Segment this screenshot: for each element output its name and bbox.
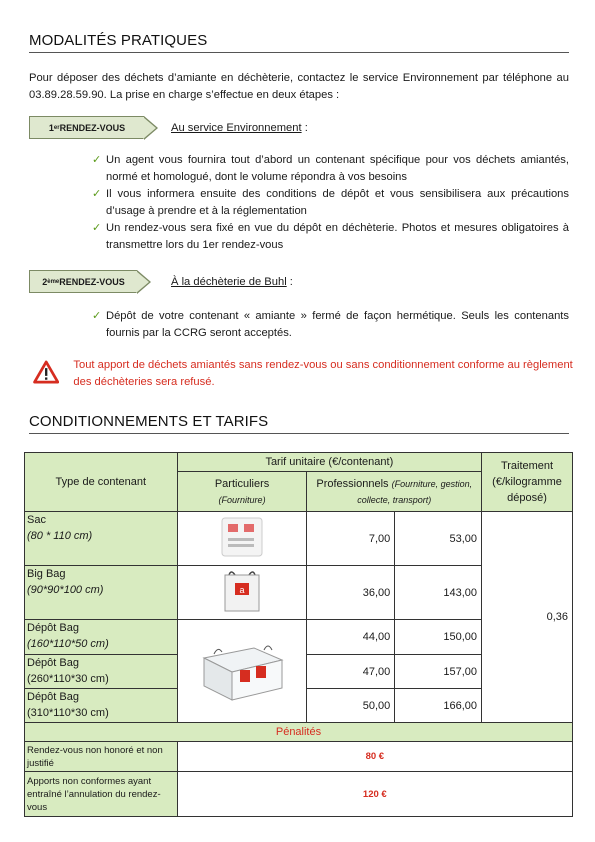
- warning-text: Tout apport de déchets amiantés sans rendez-vous ou sans conditionnement conforme au règlement des déchèteries sera refusé.: [73, 359, 573, 388]
- step2-list: [92, 308, 569, 342]
- step2-tag-label: 2 ème RENDEZ-VOUS: [29, 270, 137, 293]
- price-particulier: 50,00: [307, 689, 395, 723]
- header-professionnels: Professionnels (Fourniture, gestion, collecte, transport): [307, 472, 482, 512]
- checkmark-icon: ✓: [92, 188, 102, 200]
- big-bag-icon: [217, 567, 267, 615]
- row-label: Dépôt Bag (260*110*30 cm): [25, 655, 178, 689]
- traitement-value: 0,36: [482, 512, 573, 723]
- penalties-title: Pénalités: [25, 723, 573, 742]
- bigbag-image: [177, 566, 307, 620]
- penalty-label: Rendez-vous non honoré et non justifié: [25, 742, 178, 772]
- row-label: Dépôt Bag (160*110*50 cm): [25, 620, 178, 655]
- step1-list: [92, 152, 569, 254]
- header-particuliers: Particuliers (Fourniture): [177, 472, 307, 512]
- depotbag-image: [177, 620, 307, 723]
- section-title-tarifs: CONDITIONNEMENTS ET TARIFS: [29, 413, 569, 434]
- list-item: ✓ Un agent vous fournira tout d’abord un contenant spécifique pour vos déchets amiantés, normé et homologué, dont le volume répondra à vos besoins: [92, 154, 569, 183]
- header-traitement: Traitement (€/kilogramme déposé): [482, 453, 573, 512]
- step2-tag: [29, 270, 151, 293]
- penalty-value: 80 €: [177, 742, 572, 772]
- price-pro: 166,00: [395, 689, 482, 723]
- row-label: Sac (80 * 110 cm): [25, 512, 178, 566]
- penalties-header-row: [25, 723, 573, 742]
- bag-icon: [214, 514, 270, 560]
- list-item: ✓ Un rendez-vous sera fixé en vue du dépôt en déchèterie. Photos et mesures obligatoires à transmettre lors du 1er rendez-vous: [92, 222, 569, 251]
- checkmark-icon: ✓: [92, 310, 102, 322]
- penalty-value: 120 €: [177, 772, 572, 817]
- price-pro: 150,00: [395, 620, 482, 655]
- price-pro: 53,00: [395, 512, 482, 566]
- arrow-right-icon: [144, 116, 158, 140]
- warning-box: [33, 357, 573, 391]
- price-particulier: 36,00: [307, 566, 395, 620]
- section-title-modalites: MODALITÉS PRATIQUES: [29, 32, 569, 53]
- table-row: [25, 772, 573, 817]
- checkmark-icon: ✓: [92, 222, 102, 234]
- sac-image: [177, 512, 307, 566]
- price-pro: 157,00: [395, 655, 482, 689]
- row-label: Dépôt Bag (310*110*30 cm): [25, 689, 178, 723]
- step2-heading: À la déchèterie de Buhl :: [171, 276, 293, 288]
- step1-tag-label: 1 er RENDEZ-VOUS: [29, 116, 144, 139]
- price-particulier: 7,00: [307, 512, 395, 566]
- arrow-right-icon: [137, 270, 151, 294]
- depot-bag-icon: [194, 630, 290, 710]
- row-label: Big Bag (90*90*100 cm): [25, 566, 178, 620]
- warning-icon: [33, 357, 59, 387]
- table-row: [25, 512, 573, 566]
- list-item: ✓ Il vous informera ensuite des conditions de dépôt et vous sensibilisera aux précautions d’usage à prendre et à la réglementation: [92, 188, 569, 217]
- table-row: [25, 742, 573, 772]
- svg-text:a: a: [239, 585, 245, 595]
- list-item: ✓ Dépôt de votre contenant « amiante » fermé de façon hermétique. Seuls les contenants fournis par la CCRG seront acceptés.: [92, 310, 569, 339]
- tarif-table: [24, 452, 573, 817]
- header-tarif: Tarif unitaire (€/contenant): [177, 453, 481, 472]
- step1-tag: [29, 116, 158, 139]
- price-pro: 143,00: [395, 566, 482, 620]
- checkmark-icon: ✓: [92, 154, 102, 166]
- price-particulier: 44,00: [307, 620, 395, 655]
- header-type: Type de contenant: [25, 453, 178, 512]
- price-particulier: 47,00: [307, 655, 395, 689]
- intro-paragraph: Pour déposer des déchets d’amiante en déchèterie, contactez le service Environnement par téléphone au 03.89.28.59.90. La prise en charge s’effectue en deux étapes :: [29, 72, 569, 101]
- step1-heading: Au service Environnement :: [171, 122, 308, 134]
- penalty-label: Apports non conformes ayant entraîné l’annulation du rendez-vous: [25, 772, 178, 817]
